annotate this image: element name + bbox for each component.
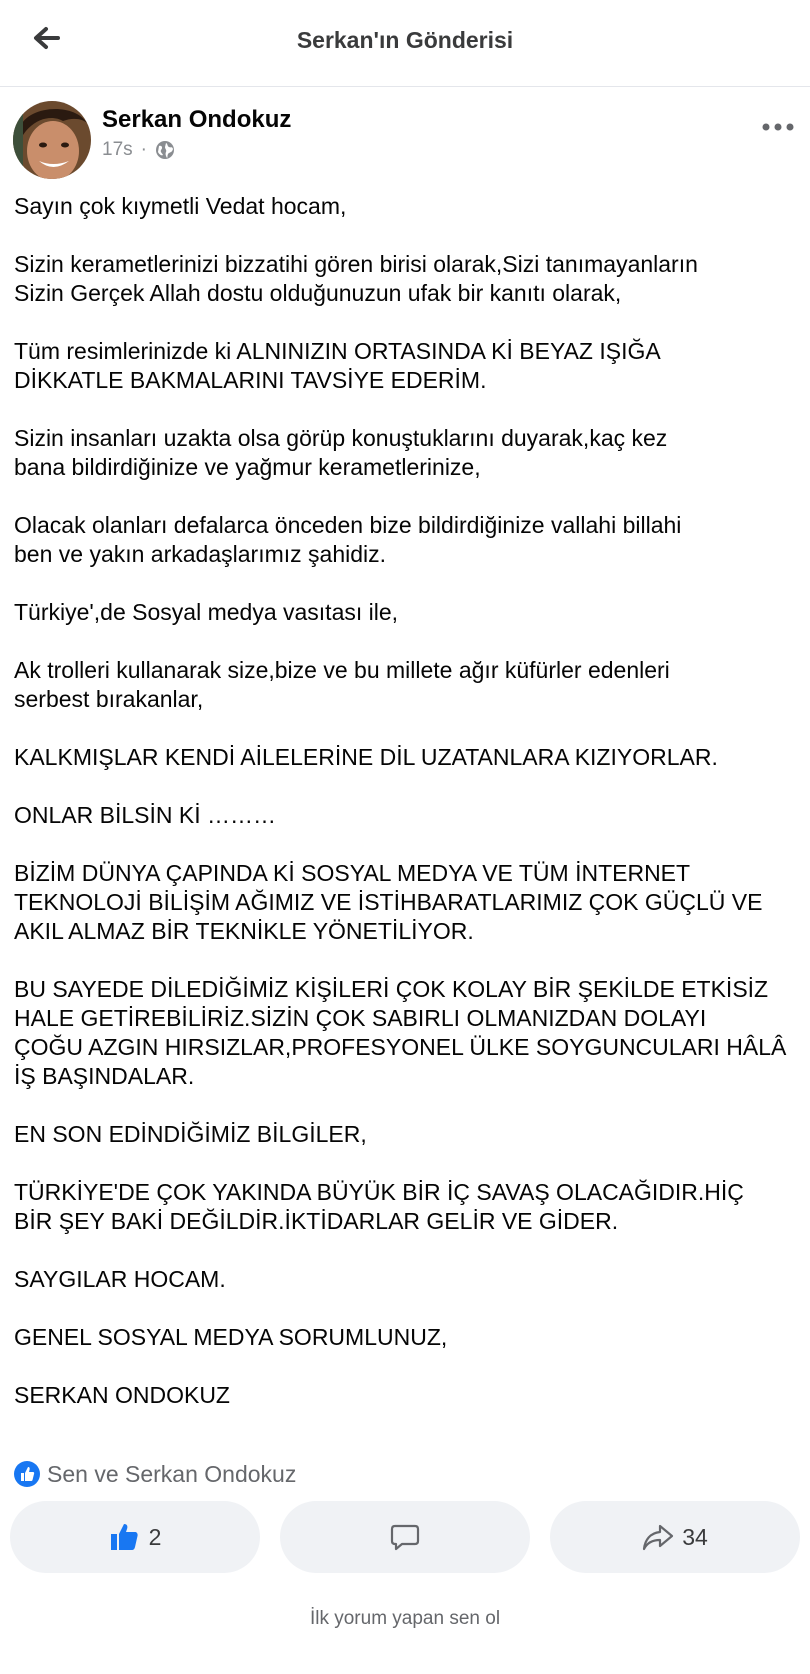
reactions-text: Sen ve Serkan Ondokuz [47,1460,297,1487]
post-paragraph: Sayın çok kıymetli Vedat hocam, [14,193,347,219]
post-paragraph: Tüm resimlerinizde ki ALNINIZIN ORTASINDA Kİ BEYAZ IŞIĞA DİKKATLE BAKMALARINI TAVSİYE EDERİM. [14,338,661,393]
thumbs-up-icon [109,1521,141,1553]
meta-separator: · [140,139,147,160]
share-icon [642,1521,674,1553]
like-button[interactable] [10,1501,260,1573]
comment-icon [389,1521,421,1553]
post-paragraph: Sizin insanları uzakta olsa görüp konuştuklarını duyarak,kaç kez bana bildirdiğinize ve yağmur kerametlerinize, [14,425,668,480]
first-comment-prompt[interactable]: İlk yorum yapan sen ol [309,1608,501,1629]
post-body [14,192,800,1439]
page-title: Serkan'ın Gönderisi [296,27,514,53]
post-meta [102,137,175,163]
like-badge-icon [13,1460,41,1488]
globe-icon [155,140,175,160]
share-count: 34 [682,1523,708,1550]
post-paragraph: SAYGILAR HOCAM. [14,1266,226,1292]
like-count: 2 [148,1523,162,1550]
post-paragraph: ONLAR BİLSİN Kİ ……… [14,802,277,828]
reactions-summary[interactable] [13,1459,296,1489]
post-paragraph: Türkiye',de Sosyal medya vasıtası ile, [14,599,399,625]
post-paragraph: Sizin kerametlerinizi bizzatihi gören birisi olarak,Sizi tanımayanların Sizin Gerçek Allah dostu olduğunuzun ufak bir kanıtı olarak, [14,251,698,306]
post-paragraph: KALKMIŞLAR KENDİ AİLELERİNE DİL UZATANLARA KIZIYORLAR. [14,744,718,770]
post-paragraph: Olacak olanları defalarca önceden bize bildirdiğinize vallahi billahi ben ve yakın arkadaşlarımız şahidiz. [14,512,682,567]
author-avatar[interactable] [13,101,91,179]
more-options-button[interactable] [760,117,796,137]
post-paragraph: EN SON EDİNDİĞİMİZ BİLGİLER, [14,1121,367,1147]
post-time[interactable]: 17s [102,139,133,160]
more-horizontal-icon [760,117,796,137]
top-bar [0,0,810,87]
share-button[interactable] [550,1501,800,1573]
author-name[interactable]: Serkan Ondokuz [102,106,292,133]
post-paragraph: BU SAYEDE DİLEDİĞİMİZ KİŞİLERİ ÇOK KOLAY BİR ŞEKİLDE ETKİSİZ HALE GETİREBİLİRİZ.SİZİN ÇOK SABIRLI OLMANIZDAN DOLAYI ÇOĞU AZGIN HIRSIZLAR,PROFESYONEL ÜLKE SOYGUNCULARI HÂLÂ İŞ BAŞINDALAR. [14,976,787,1089]
post-paragraph: GENEL SOSYAL MEDYA SORUMLUNUZ, [14,1324,448,1350]
post-paragraph: SERKAN ONDOKUZ [14,1382,230,1408]
avatar-photo [13,101,91,179]
post-paragraph: TÜRKİYE'DE ÇOK YAKINDA BÜYÜK BİR İÇ SAVAŞ OLACAĞIDIR.HİÇ BİR ŞEY BAKİ DEĞİLDİR.İKTİDARLAR GELİR VE GİDER. [14,1179,744,1234]
comment-button[interactable] [280,1501,530,1573]
post-paragraph: Ak trolleri kullanarak size,bize ve bu millete ağır küfürler edenleri serbest bırakanlar, [14,657,670,712]
post-paragraph: BİZİM DÜNYA ÇAPINDA Kİ SOSYAL MEDYA VE TÜM İNTERNET TEKNOLOJİ BİLİŞİM AĞIMIZ VE İSTİHBARATLARIMIZ ÇOK GÜÇLÜ VE AKIL ALMAZ BİR TEKNİKLE YÖNETİLİYOR. [14,860,763,944]
